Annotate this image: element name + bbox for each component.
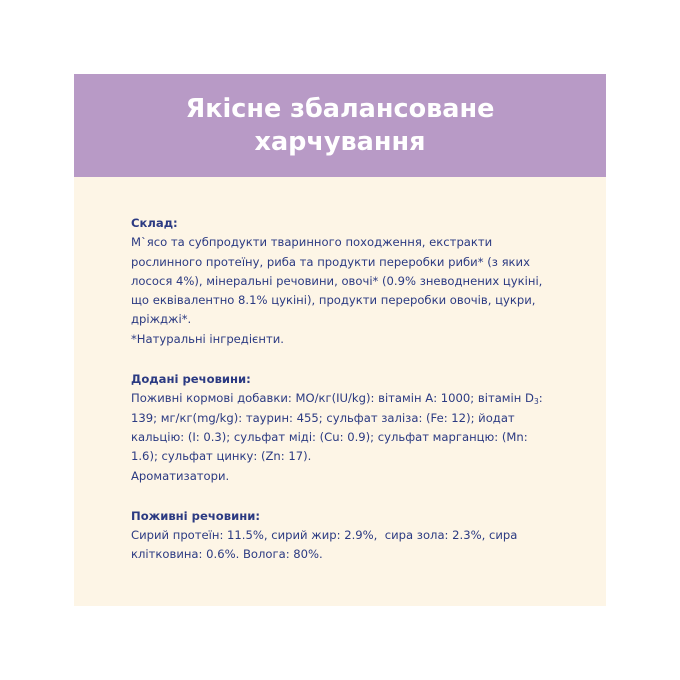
page-title: Якісне збалансоване харчування — [185, 93, 495, 157]
additives-text — [131, 389, 551, 466]
nutrients-text: Сирий протеїн: 11.5%, сирий жир: 2.9%, сира зола: 2.3%, сира клітковина: 0.6%. Волога: 80%. — [131, 528, 522, 562]
info-card — [74, 74, 606, 606]
header-banner — [74, 74, 606, 177]
composition-note: *Натуральні інгредієнти. — [131, 331, 284, 346]
additives-text-part2: : 139; мг/кг(mg/kg): таурин: 455; сульфат заліза: (Fe: 12); йодат кальцію: (I: 0.3); сульфат міді: (Cu: 0.9); сульфат марганцю: (Mn: 1.6); сульфат цинку: (Zn: 17). — [131, 391, 543, 464]
nutrients-section — [131, 507, 551, 565]
composition-section — [131, 214, 551, 349]
additives-section — [131, 370, 551, 486]
composition-title: Склад: — [131, 216, 178, 230]
vitamin-d-subscript: 3 — [533, 397, 539, 407]
additives-title: Додані речовини: — [131, 372, 251, 387]
composition-text: М`ясо та субпродукти тваринного походження, екстракти рослинного протеїну, риба та продукти переробки риби* (з яких лосося 4%), мінеральні речовини, овочі* (0.9% зневоднених цукіні, що еквівалентно 8.1% цукіні), продукти переробки овочів, цукри, дріжджі*. — [131, 235, 543, 327]
additives-text-part1: Поживні кормові добавки: МО/кг(IU/kg): вітамін А: 1000; вітамін D — [131, 391, 534, 406]
nutrients-title: Поживні речовини: — [131, 508, 261, 523]
additives-flavorings: Ароматизатори. — [131, 468, 230, 483]
content-body — [131, 214, 551, 586]
